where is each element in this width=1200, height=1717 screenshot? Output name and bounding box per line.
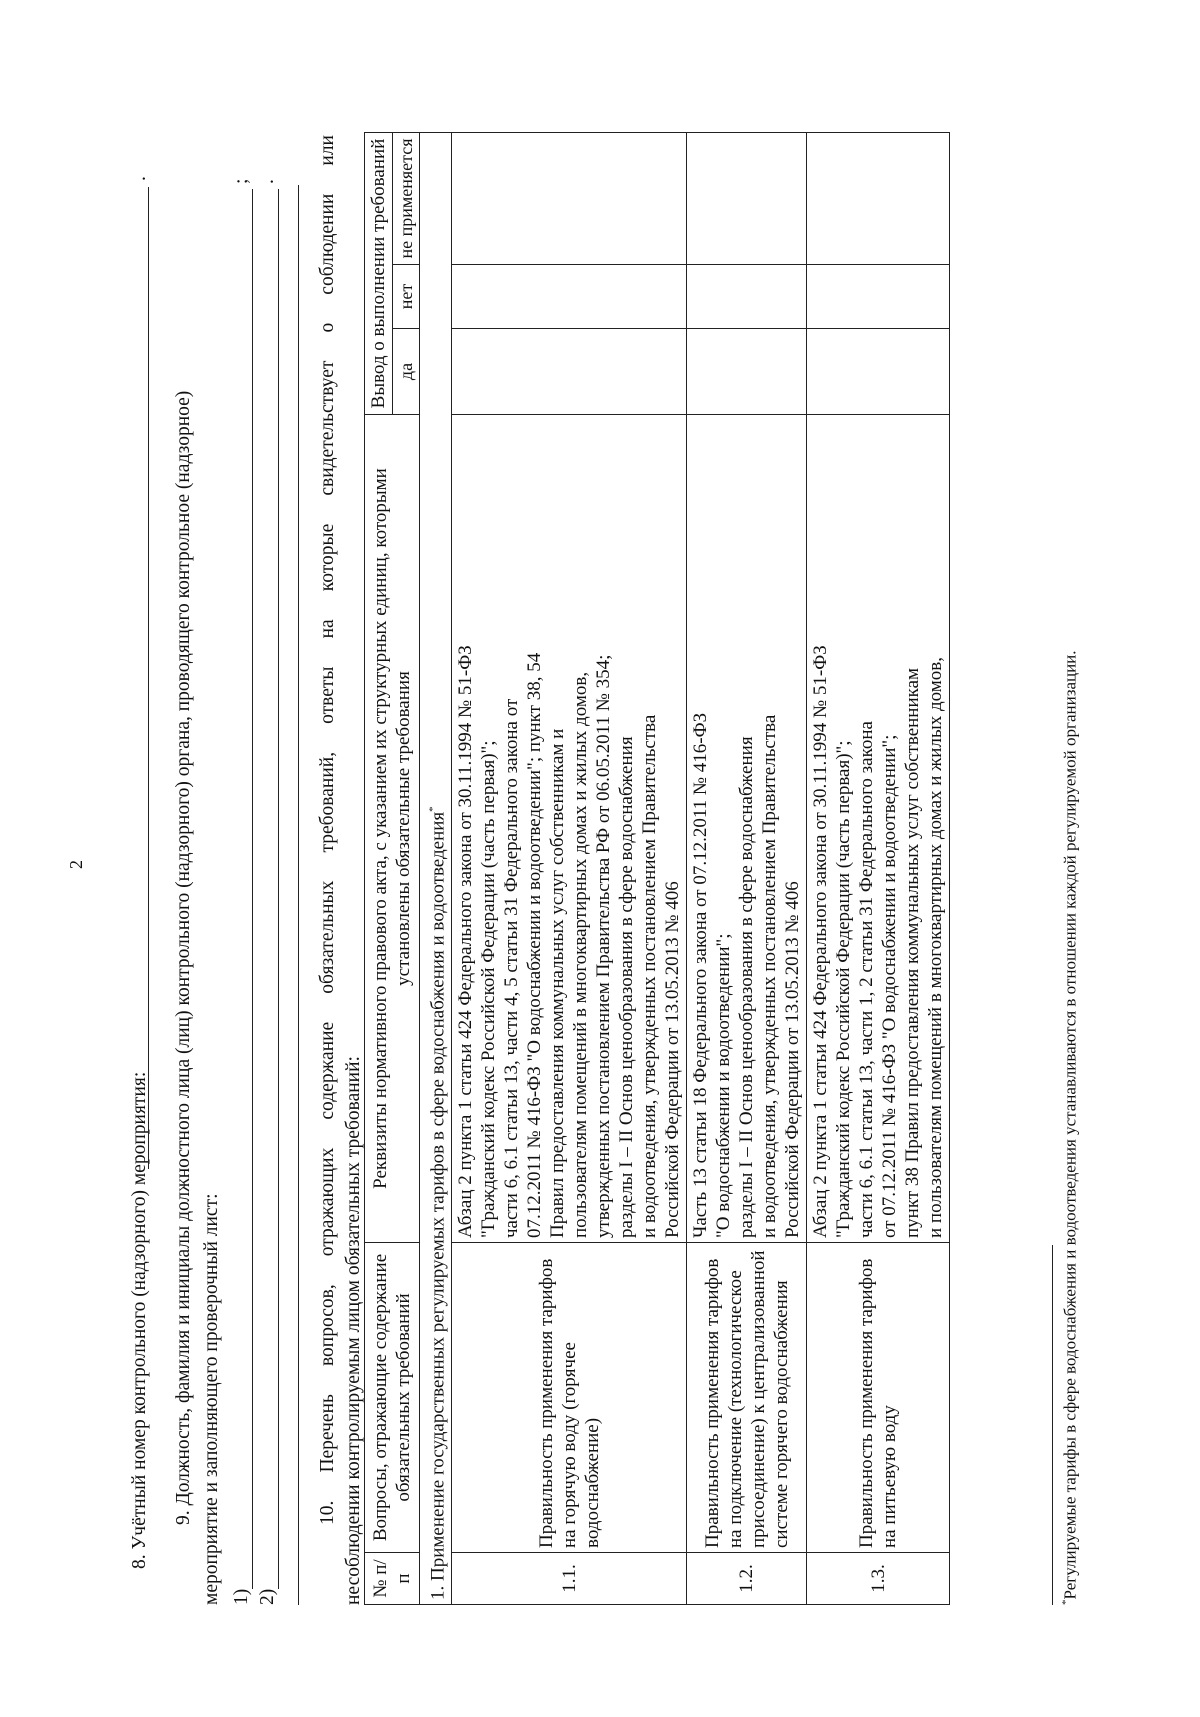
requisite-line: части 6, 6.1 статьи 13, части 1, 2 статьи 31 Федерального закона: [856, 721, 878, 1238]
table-row: [687, 132, 807, 1604]
table-row: [807, 132, 950, 1604]
section-footnote-mark: *: [427, 806, 439, 812]
item-8-label: 8. Учётный номер контрольного (надзорного) мероприятия:: [129, 1071, 150, 1569]
inspector-list-1: 1): [231, 1588, 252, 1605]
item-8-end: .: [129, 176, 150, 181]
requisite-line: "Гражданский кодекс Российской Федерации (часть первая)";: [478, 740, 500, 1238]
requisite-line: Правил предоставления коммунальных услуг собственникам и: [547, 728, 569, 1238]
requisite-line: 07.12.2011 № 416-ФЗ "О водоснабжении и водоотведении"; пункт 38, 54: [524, 652, 546, 1238]
answer-na-cell[interactable]: [687, 132, 807, 264]
answer-yes-cell[interactable]: [807, 329, 950, 415]
inspector-blank-line-2: [278, 189, 279, 1589]
requisite-line: Абзац 2 пункта 1 статьи 424 Федерального закона от 30.11.1994 № 51-ФЗ: [810, 645, 832, 1238]
requisite-line: Часть 13 статьи 18 Федерального закона от 07.12.2011 № 416-ФЗ: [690, 712, 712, 1238]
inspector-list-2-end: .: [257, 179, 278, 184]
section-title: 1. Применение государственных регулируемых тарифов в сфере водоснабжения и водоотведения: [427, 811, 449, 1600]
header-num: № п/п: [365, 1553, 420, 1605]
inspector-list-1-end: ;: [231, 178, 252, 184]
requisite-line: части 6, 6.1 статьи 13, части 4, 5 статьи 31 Федерального закона от: [501, 698, 523, 1238]
requisite-line: Российской Федерации от 13.05.2013 № 406: [782, 881, 804, 1238]
row-question: Правильность применения тарифов на питьевую воду: [807, 1243, 950, 1553]
header-no: нет: [393, 265, 420, 329]
answer-yes-cell[interactable]: [687, 329, 807, 415]
header-requisites: Реквизиты нормативного правового акта, с указанием их структурных единиц, которыми установлены обязательные требования: [365, 415, 420, 1243]
row-requisites: [807, 415, 950, 1243]
row-requisites: [687, 415, 807, 1243]
item-8-blank-line: [148, 187, 149, 1169]
inspector-blank-line-1: [252, 189, 253, 1589]
footnote: [1060, 650, 1081, 1605]
header-conclusion: Вывод о выполнении требований: [365, 132, 393, 414]
row-requisites: [452, 415, 687, 1243]
item-10-line-1: 10. Перечень вопросов, отражающих содержание обязательных требований, ответы на которые свидетельствует о соблюдении или: [317, 135, 338, 1525]
requisite-line: разделы I – II Основ ценообразования в сфере водоснабжения: [736, 736, 758, 1238]
item-10-line-2: несоблюдении контролируемым лицом обязательных требований:: [343, 1056, 364, 1605]
table-header-row: [365, 132, 393, 1604]
item-9-line-1: 9. Должность, фамилия и инициалы должностного лица (лиц) контрольного (надзорного) органа, проводящего контрольное (надзорное): [173, 390, 194, 1525]
requisite-line: пункт 38 Правил предоставления коммунальных услуг собственникам: [902, 667, 924, 1238]
requisite-line: утвержденных постановлением Правительства РФ от 06.05.2011 № 354;: [593, 654, 615, 1238]
requisite-line: разделы I – II Основ ценообразования в сфере водоснабжения: [616, 736, 638, 1238]
requisite-line: "Гражданский кодекс Российской Федерации (часть первая)";: [833, 740, 855, 1238]
header-yes: да: [393, 329, 420, 415]
row-question: Правильность применения тарифов на подключение (технологическое присоединение) к централизованной системе горячего водоснабжения: [687, 1243, 807, 1553]
row-number: 1.2.: [687, 1553, 807, 1605]
requisite-line: Абзац 2 пункта 1 статьи 424 Федерального закона от 30.11.1994 № 51-ФЗ: [455, 645, 477, 1238]
footnote-rule: [1052, 1245, 1053, 1605]
requirements-table: [364, 132, 950, 1605]
footnote-text: Регулируемые тарифы в сфере водоснабжения и водоотведения устанавливаются в отношении каждой регулируемой организации.: [1060, 650, 1080, 1600]
requisite-line: Российской Федерации от 13.05.2013 № 406: [662, 881, 684, 1238]
requisite-line: пользователям помещений в многоквартирных домах и жилых домов,: [570, 671, 592, 1238]
answer-no-cell[interactable]: [452, 265, 687, 329]
row-question: Правильность применения тарифов на горячую воду (горячее водоснабжение): [452, 1243, 687, 1553]
row-number: 1.1.: [452, 1553, 687, 1605]
requisite-line: и водоотведения, утвержденных постановлением Правительства: [639, 714, 661, 1238]
answer-yes-cell[interactable]: [452, 329, 687, 415]
answer-no-cell[interactable]: [807, 265, 950, 329]
answer-no-cell[interactable]: [687, 265, 807, 329]
requisite-line: и пользователям помещений в многоквартирных домах и жилых домов,: [925, 656, 947, 1238]
answer-na-cell[interactable]: [452, 132, 687, 264]
header-na: не применяется: [393, 132, 420, 264]
requisite-line: "О водоснабжении и водоотведении";: [713, 933, 735, 1238]
table-row: [452, 132, 687, 1604]
header-question: Вопросы, отражающие содержание обязательных требований: [365, 1243, 420, 1553]
item-9-line-2: мероприятие и заполняющего проверочный лист:: [201, 1193, 222, 1605]
requisite-line: от 07.12.2011 № 416-ФЗ "О водоснабжении и водоотведении";: [879, 734, 901, 1238]
section-title-cell: [420, 132, 452, 1604]
answer-na-cell[interactable]: [807, 132, 950, 264]
separator-rule: [298, 185, 299, 1605]
footnote-mark: *: [1060, 1599, 1072, 1605]
row-number: 1.3.: [807, 1553, 950, 1605]
section-row: [420, 132, 452, 1604]
page-number: 2: [66, 860, 86, 869]
requisite-line: и водоотведения, утвержденных постановлением Правительства: [759, 714, 781, 1238]
inspector-list-2: 2): [257, 1588, 278, 1605]
